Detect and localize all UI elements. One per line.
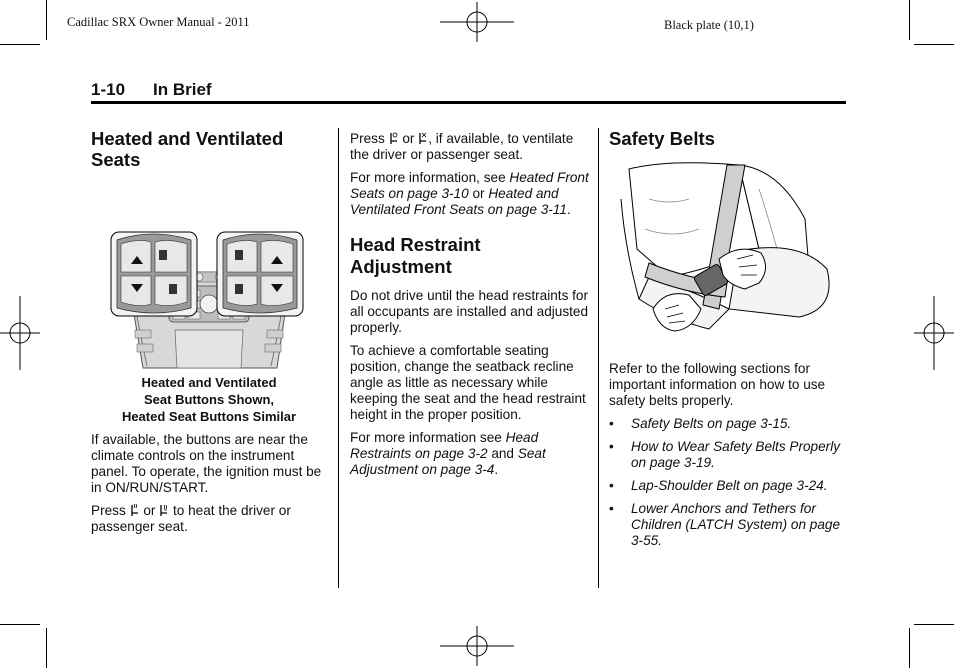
caption-line: Seat Buttons Shown, (144, 392, 274, 407)
bullet: • (609, 501, 614, 516)
column-1 (91, 128, 327, 542)
cross-reference[interactable]: Heated and Ventilated Front Seats on page 3-11 (350, 186, 567, 217)
figure-caption (91, 374, 327, 425)
safety-belt-illustration (609, 159, 845, 345)
registration-mark-top (440, 2, 514, 42)
cross-reference[interactable]: How to Wear Safety Belts Properly on page 3-19. (631, 439, 841, 470)
crop-mark (909, 0, 910, 40)
paragraph: If available, the buttons are near the climate controls on the instrument panel. To operate, the ignition must be in ON/RUN/START. (91, 432, 322, 495)
text-run: and (491, 446, 514, 461)
text-run: Press (91, 503, 126, 518)
text-run: or (143, 503, 156, 518)
column-divider (598, 128, 599, 588)
paragraph (91, 503, 327, 535)
header-plate: Black plate (10,1) (664, 18, 754, 32)
paragraph: To achieve a comfortable seating position, change the seatback recline angle as little as necessary while keeping the seat and the head restraint height in the proper position. (350, 343, 586, 422)
registration-mark-left (0, 296, 40, 370)
text-run: to heat the driver or passenger seat. (91, 503, 291, 534)
heated-seat-icon (130, 503, 140, 517)
bullet: • (609, 478, 614, 493)
crop-mark (914, 624, 954, 625)
page-number: 1-10 (91, 80, 126, 99)
text-run: or (472, 186, 485, 201)
cross-reference[interactable]: Seat Adjustment on page 3-4 (350, 446, 546, 477)
crop-mark (46, 628, 47, 668)
caption-line: Heated and Ventilated (141, 375, 277, 390)
column-2 (350, 131, 590, 485)
running-head (91, 80, 212, 100)
seat-buttons-illustration (91, 180, 327, 370)
ventilated-seat-icon (389, 131, 399, 145)
registration-mark-bottom (440, 626, 514, 666)
caption-line: Heated Seat Buttons Similar (121, 409, 297, 424)
paragraph (350, 170, 590, 218)
section-title-heated-seats: Heated and Ventilated Seats (91, 128, 284, 170)
bullet: • (609, 439, 614, 454)
section-title-safety-belts: Safety Belts (609, 128, 715, 149)
crop-mark (909, 628, 910, 668)
text-run: For more information, see (350, 170, 506, 185)
cross-reference[interactable]: Lower Anchors and Tethers for Children (LATCH System) on page 3-55. (631, 501, 841, 548)
section-title-head-restraint: Head Restraint Adjustment (350, 234, 481, 277)
paragraph (350, 131, 590, 163)
crop-mark (0, 624, 40, 625)
paragraph: Do not drive until the head restraints for all occupants are installed and adjusted properly. (350, 288, 589, 335)
text-run: , if available, to ventilate the driver or passenger seat. (350, 131, 574, 162)
paragraph (350, 430, 590, 478)
reference-list (609, 416, 845, 549)
list-item[interactable] (609, 439, 845, 471)
cross-reference[interactable]: Safety Belts on page 3-15. (631, 416, 792, 431)
list-item[interactable] (609, 478, 845, 494)
bullet: • (609, 416, 614, 431)
cross-reference[interactable]: Lap-Shoulder Belt on page 3-24. (631, 478, 828, 493)
column-divider (338, 128, 339, 588)
crop-mark (46, 0, 47, 40)
text-run: Press (350, 131, 385, 146)
column-3 (609, 128, 845, 556)
ventilated-seat-backrest-icon (418, 131, 428, 145)
cross-reference[interactable]: Heated Front Seats on page 3-10 (350, 170, 589, 201)
paragraph: Refer to the following sections for important information on how to use safety belts properly. (609, 361, 826, 408)
text-run: . (566, 202, 571, 217)
cross-reference[interactable]: Head Restraints on page 3-2 (350, 430, 539, 461)
list-item[interactable] (609, 416, 845, 432)
registration-mark-right (914, 296, 954, 370)
section-name: In Brief (153, 80, 212, 99)
header-manual-title: Cadillac SRX Owner Manual - 2011 (67, 15, 250, 29)
crop-mark (914, 44, 954, 45)
text-run: or (402, 131, 415, 146)
text-run: . (494, 462, 499, 477)
heated-seat-backrest-icon (159, 503, 169, 517)
text-run: For more information see (350, 430, 502, 445)
list-item[interactable] (609, 501, 845, 549)
crop-mark (0, 44, 40, 45)
header-rule (91, 101, 846, 104)
